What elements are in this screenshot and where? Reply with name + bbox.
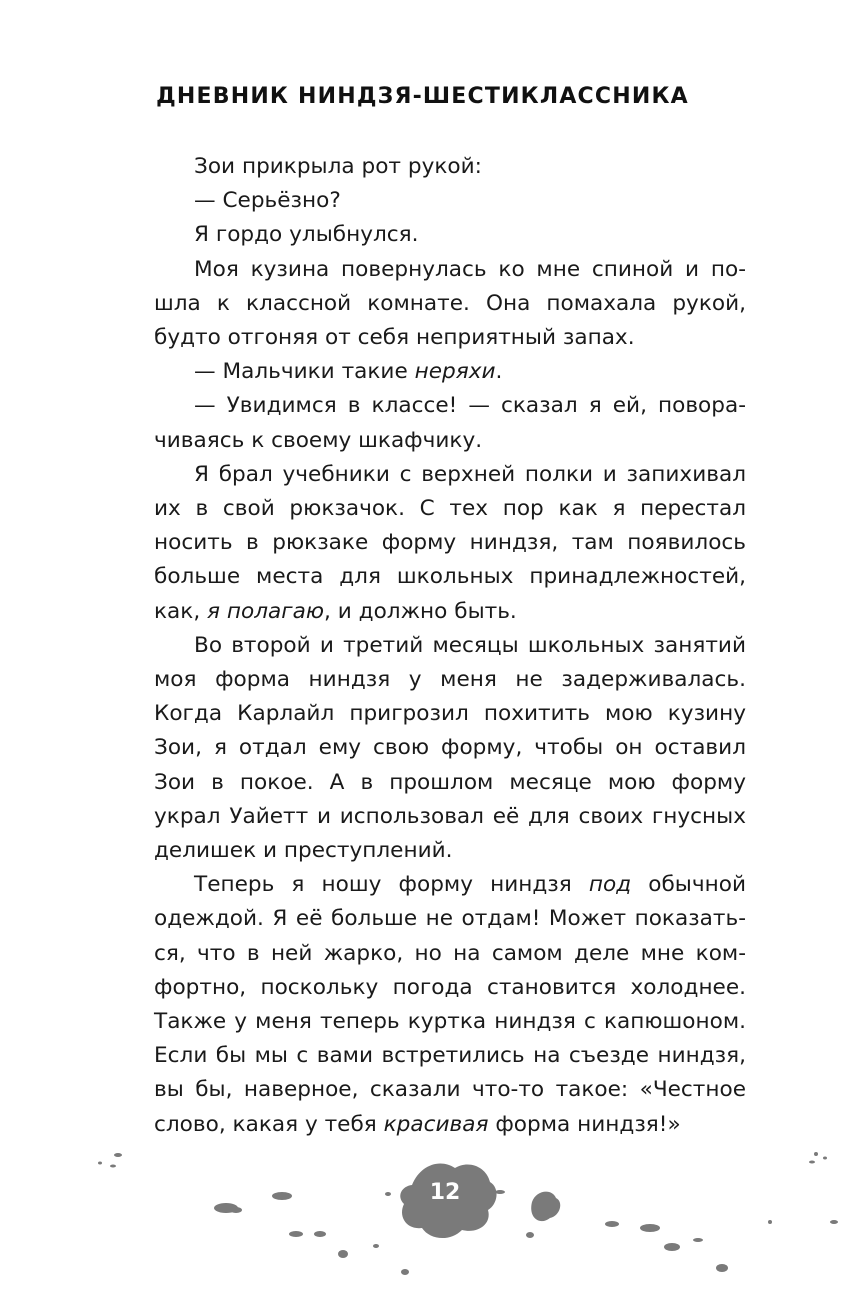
ink-dot (823, 1157, 827, 1160)
ink-dot (693, 1238, 703, 1242)
ink-dot (526, 1232, 534, 1238)
paragraph (154, 868, 746, 1142)
ink-dot (314, 1231, 326, 1237)
text-run: форма ниндзя!» (488, 1111, 681, 1137)
italic-text: красивая (383, 1111, 489, 1137)
ink-dot (98, 1162, 102, 1165)
ink-dot (830, 1220, 838, 1224)
ink-dot (289, 1231, 303, 1237)
italic-text: под (588, 872, 632, 898)
italic-text: я полагаю (207, 598, 325, 624)
paragraph (154, 458, 746, 629)
paragraph (154, 355, 746, 389)
ink-dot (385, 1192, 391, 1196)
text-run: — Мальчики такие (194, 359, 415, 385)
ink-dot (664, 1243, 680, 1251)
paragraph: — Серьёзно? (194, 188, 341, 214)
ink-dot (230, 1207, 242, 1213)
ink-blob (531, 1192, 560, 1222)
ink-dot (272, 1192, 292, 1200)
body-text (154, 150, 746, 1142)
ink-dot (809, 1161, 815, 1164)
ink-dot (373, 1244, 379, 1248)
ink-dot (110, 1165, 116, 1168)
paragraph: Моя кузина повернулась ко мне спиной и пошла к классной комнате. Она помахала рукой, будто отгоняя от себя неприятный запах. (154, 256, 746, 351)
ink-dot (814, 1152, 818, 1156)
running-header: ДНЕВНИК НИНДЗЯ-ШЕСТИКЛАССНИКА (156, 84, 689, 109)
text-run: . (495, 359, 503, 385)
italic-text: неряхи (414, 359, 496, 385)
text-run: Теперь я ношу форму ниндзя (194, 872, 589, 898)
ink-dot (401, 1269, 409, 1275)
ink-dot (114, 1153, 122, 1157)
ink-splatter-decoration (0, 1130, 845, 1312)
paragraph: Во второй и третий месяцы школьных занятий моя форма ниндзя у меня не задерживалась. Когда Карлайл пригрозил похитить мою кузину Зои, я отдал ему свою форму, чтобы он оставил Зои в покое. А в прошлом месяце мою форму украл Уайетт и использовал её для своих гнусных делишек и преступлений. (154, 632, 746, 864)
ink-dot (768, 1220, 772, 1224)
text-run: , и должно быть. (324, 598, 517, 624)
ink-dot (495, 1190, 505, 1194)
ink-dot (338, 1250, 348, 1258)
paragraph: Зои прикрыла рот рукой: (194, 154, 482, 179)
ink-dot (605, 1221, 619, 1227)
text-run: Я брал учебники с верхней полки и запихивал их в свой рюкзачок. С тех пор как я перестал носить в рюкзаке форму ниндзя, там появилось больше места для школьных принадлежностей, как, (154, 461, 746, 624)
ink-dot (716, 1264, 728, 1272)
ink-dot (640, 1224, 660, 1232)
paragraph: Я гордо улыбнулся. (194, 222, 419, 248)
paragraph: — Увидимся в классе! — сказал я ей, поворачиваясь к своему шкафчику. (154, 393, 746, 453)
page-number: 12 (429, 1180, 461, 1205)
text-run: обычной одеждой. Я её больше не отдам! Может показаться, что в ней жарко, но на самом деле мне комфортно, поскольку погода становится холоднее. Также у меня теперь куртка ниндзя с капюшоном. Если бы мы с вами встретились на съезде ниндзя, вы бы, наверное, сказали что-то такое: «Честное слово, какая у тебя (154, 872, 746, 1137)
